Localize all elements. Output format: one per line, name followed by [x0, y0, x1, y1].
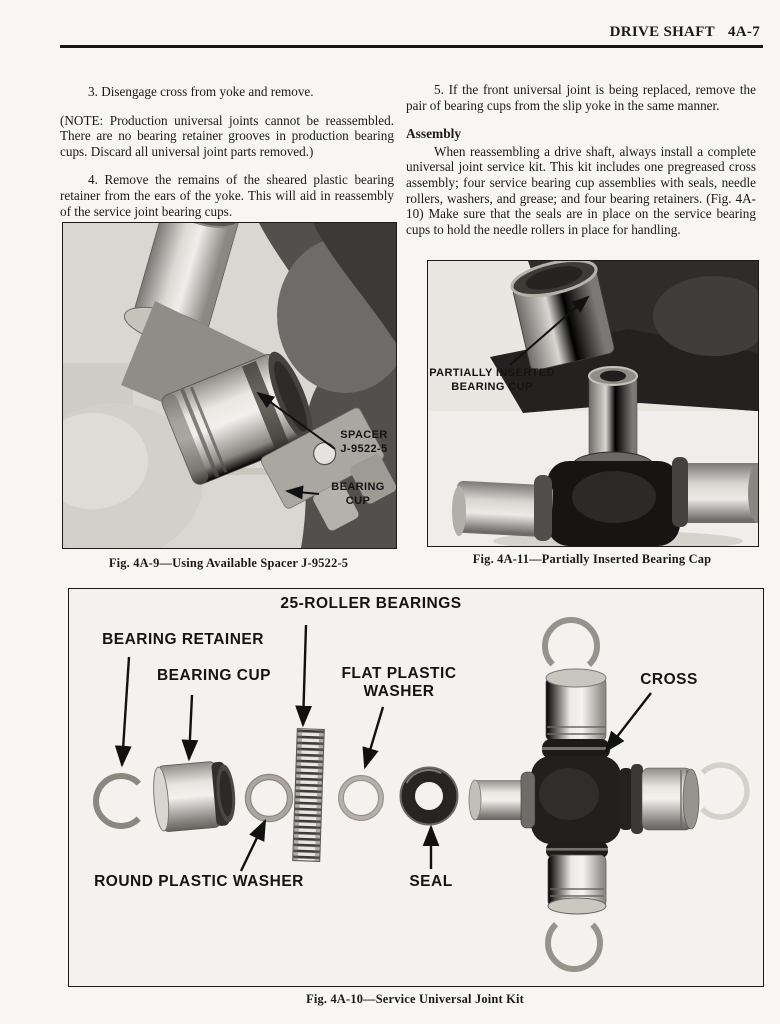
- flat-plastic-washer-line1: FLAT PLASTIC: [341, 665, 457, 682]
- assembly-heading: Assembly: [406, 126, 462, 142]
- seal-callout: SEAL: [409, 873, 453, 890]
- left-column: [60, 84, 394, 232]
- spacer-callout-line1: SPACER: [340, 429, 388, 441]
- roller-bearings-callout: 25-ROLLER BEARINGS: [280, 595, 462, 612]
- figure-4a9-photo: [62, 222, 397, 549]
- spacer-callout: [331, 429, 397, 456]
- step-4-paragraph: 4. Remove the remains of the sheared plastic bearing retainer from the ears of the yoke. This will aid in reassembly of the service joint bearing cups.: [60, 172, 394, 219]
- step-5-paragraph: 5. If the front universal joint is being replaced, remove the pair of bearing cups from the slip yoke in the same manner.: [406, 82, 756, 113]
- bearing-cup-callout-line1: BEARING: [331, 481, 385, 493]
- bearing-retainer-ring: [86, 766, 157, 837]
- flat-plastic-washer-part: [339, 776, 384, 821]
- bearing-cup-callout-line2: CUP: [345, 494, 371, 507]
- header-title: DRIVE SHAFT: [609, 24, 715, 40]
- round-plastic-washer-part: [245, 774, 292, 821]
- note-paragraph: (NOTE: Production universal joints cannot be reassembled. There are no bearing retainer grooves in production bearing cups. Discard all universal joint parts removed.): [60, 112, 394, 159]
- round-plastic-washer-callout: ROUND PLASTIC WASHER: [94, 873, 304, 890]
- partially-inserted-callout-line2: BEARING CUP: [451, 380, 533, 393]
- page-header: [610, 24, 760, 41]
- partially-inserted-callout: [428, 367, 556, 394]
- header-rule: [60, 45, 763, 48]
- right-column: [406, 82, 756, 250]
- figure-4a10-caption: Fig. 4A-10—Service Universal Joint Kit: [306, 992, 524, 1006]
- cross-callout: CROSS: [640, 671, 698, 688]
- spacer-callout-line2: J-9522-5: [340, 442, 388, 455]
- bearing-retainer-callout: BEARING RETAINER: [102, 631, 264, 648]
- figure-4a11-photo: [427, 260, 759, 547]
- cross-assembly-part: [469, 609, 758, 980]
- bearing-cup-part: [151, 760, 237, 833]
- bearing-cup-callout: BEARING CUP: [156, 667, 271, 684]
- bearing-cup-callout: [319, 481, 397, 508]
- seal-part: [393, 760, 464, 831]
- assembly-paragraph: When reassembling a drive shaft, always install a complete universal joint service kit. This kit includes one pregreased cross assembly; four service bearing cup assemblies with seals, needle rollers, washers, and grease; and four bearing retainers. (Fig. 4A-10) Make sure that the seals are in place on the service bearing cups to hold the needle rollers in place for handling.: [406, 143, 756, 237]
- flat-plastic-washer-callout: [324, 665, 474, 700]
- retainer-ring-bottom: [537, 906, 611, 980]
- header-page-number: 4A-7: [727, 24, 760, 40]
- figure-4a11-illustration: [428, 261, 758, 546]
- flat-plastic-washer-line2: WASHER: [363, 682, 435, 700]
- figure-4a10-photo: [68, 588, 764, 987]
- figure-4a10-illustration: [69, 589, 763, 986]
- roller-bearings-part: [293, 729, 325, 862]
- partially-inserted-callout-line1: PARTIALLY INSERTED: [429, 367, 555, 379]
- step-3-paragraph: 3. Disengage cross from yoke and remove.: [88, 84, 314, 99]
- figure-4a9-caption: Fig. 4A-9—Using Available Spacer J-9522-5: [108, 556, 349, 570]
- figure-4a11-caption: Fig. 4A-11—Partially Inserted Bearing Cap: [472, 552, 712, 566]
